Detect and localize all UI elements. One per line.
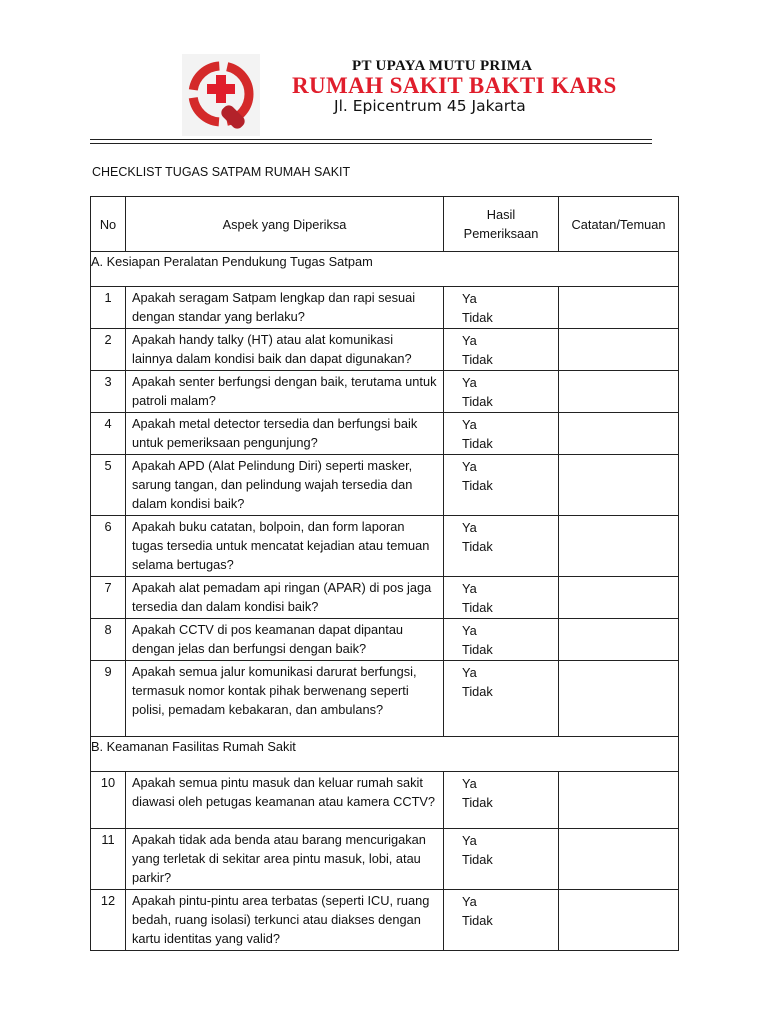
result-no-option[interactable]: Tidak xyxy=(462,352,493,367)
row-question: Apakah alat pemadam api ringan (APAR) di pos jaga tersedia dan dalam kondisi baik? xyxy=(126,577,444,619)
result-options xyxy=(444,577,559,619)
table-row xyxy=(91,371,679,413)
row-number: 12 xyxy=(91,890,126,951)
row-number: 4 xyxy=(91,413,126,455)
red-cross-magnifier-logo-icon xyxy=(182,54,260,136)
row-number: 3 xyxy=(91,371,126,413)
result-no-option[interactable]: Tidak xyxy=(462,795,493,810)
header-result: Hasil Pemeriksaan xyxy=(444,197,559,252)
row-number: 10 xyxy=(91,772,126,829)
row-number: 7 xyxy=(91,577,126,619)
row-question: Apakah tidak ada benda atau barang mencurigakan yang terletak di sekitar area pintu masuk, lobi, atau parkir? xyxy=(126,829,444,890)
row-question: Apakah CCTV di pos keamanan dapat dipantau dengan jelas dan berfungsi dengan baik? xyxy=(126,619,444,661)
result-options xyxy=(444,772,559,829)
notes-cell[interactable] xyxy=(559,455,679,516)
result-yes-option[interactable]: Ya xyxy=(462,375,477,390)
table-row xyxy=(91,413,679,455)
result-no-option[interactable]: Tidak xyxy=(462,539,493,554)
result-options xyxy=(444,890,559,951)
result-yes-option[interactable]: Ya xyxy=(462,291,477,306)
result-options xyxy=(444,516,559,577)
result-yes-option[interactable]: Ya xyxy=(462,894,477,909)
table-row xyxy=(91,329,679,371)
hospital-address: Jl. Epicentrum 45 Jakarta xyxy=(334,97,526,115)
table-row xyxy=(91,829,679,890)
section-row xyxy=(91,252,679,287)
table-row xyxy=(91,287,679,329)
notes-cell[interactable] xyxy=(559,890,679,951)
row-question: Apakah seragam Satpam lengkap dan rapi sesuai dengan standar yang berlaku? xyxy=(126,287,444,329)
table-row xyxy=(91,772,679,829)
header-divider-bottom xyxy=(90,143,652,144)
notes-cell[interactable] xyxy=(559,661,679,737)
table-row xyxy=(91,516,679,577)
row-number: 5 xyxy=(91,455,126,516)
result-no-option[interactable]: Tidak xyxy=(462,852,493,867)
result-no-option[interactable]: Tidak xyxy=(462,394,493,409)
notes-cell[interactable] xyxy=(559,829,679,890)
section-title: A. Kesiapan Peralatan Pendukung Tugas Satpam xyxy=(91,252,679,287)
notes-cell[interactable] xyxy=(559,371,679,413)
table-row xyxy=(91,619,679,661)
table-row xyxy=(91,455,679,516)
notes-cell[interactable] xyxy=(559,619,679,661)
header-divider-top xyxy=(90,139,652,140)
row-number: 11 xyxy=(91,829,126,890)
result-no-option[interactable]: Tidak xyxy=(462,600,493,615)
section-row xyxy=(91,737,679,772)
row-number: 9 xyxy=(91,661,126,737)
notes-cell[interactable] xyxy=(559,413,679,455)
company-name: PT UPAYA MUTU PRIMA xyxy=(352,58,533,74)
document-title: CHECKLIST TUGAS SATPAM RUMAH SAKIT xyxy=(92,165,351,179)
row-number: 2 xyxy=(91,329,126,371)
notes-cell[interactable] xyxy=(559,329,679,371)
notes-cell[interactable] xyxy=(559,287,679,329)
result-no-option[interactable]: Tidak xyxy=(462,642,493,657)
result-yes-option[interactable]: Ya xyxy=(462,665,477,680)
result-options xyxy=(444,287,559,329)
row-number: 6 xyxy=(91,516,126,577)
section-title: B. Keamanan Fasilitas Rumah Sakit xyxy=(91,737,679,772)
table-row xyxy=(91,890,679,951)
result-options xyxy=(444,455,559,516)
row-question: Apakah semua jalur komunikasi darurat berfungsi, termasuk nomor kontak pihak berwenang seperti polisi, pemadam kebakaran, dan ambulans? xyxy=(126,661,444,737)
result-options xyxy=(444,619,559,661)
row-question: Apakah pintu-pintu area terbatas (seperti ICU, ruang bedah, ruang isolasi) terkunci atau diakses dengan kartu identitas yang valid? xyxy=(126,890,444,951)
result-yes-option[interactable]: Ya xyxy=(462,623,477,638)
result-yes-option[interactable]: Ya xyxy=(462,581,477,596)
notes-cell[interactable] xyxy=(559,516,679,577)
hospital-name: RUMAH SAKIT BAKTI KARS xyxy=(292,73,617,98)
table-row xyxy=(91,577,679,619)
result-no-option[interactable]: Tidak xyxy=(462,478,493,493)
row-question: Apakah metal detector tersedia dan berfungsi baik untuk pemeriksaan pengunjung? xyxy=(126,413,444,455)
result-no-option[interactable]: Tidak xyxy=(462,913,493,928)
row-question: Apakah buku catatan, bolpoin, dan form laporan tugas tersedia untuk mencatat kejadian atau temuan selama bertugas? xyxy=(126,516,444,577)
result-yes-option[interactable]: Ya xyxy=(462,459,477,474)
header-aspect: Aspek yang Diperiksa xyxy=(126,197,444,252)
result-no-option[interactable]: Tidak xyxy=(462,310,493,325)
row-question: Apakah semua pintu masuk dan keluar rumah sakit diawasi oleh petugas keamanan atau kamera CCTV? xyxy=(126,772,444,829)
result-yes-option[interactable]: Ya xyxy=(462,833,477,848)
result-options xyxy=(444,371,559,413)
result-options xyxy=(444,661,559,737)
hospital-logo xyxy=(182,54,260,136)
result-no-option[interactable]: Tidak xyxy=(462,436,493,451)
result-yes-option[interactable]: Ya xyxy=(462,417,477,432)
row-question: Apakah handy talky (HT) atau alat komunikasi lainnya dalam kondisi baik dan dapat digunakan? xyxy=(126,329,444,371)
table-row xyxy=(91,661,679,737)
result-options xyxy=(444,329,559,371)
header-no: No xyxy=(91,197,126,252)
notes-cell[interactable] xyxy=(559,772,679,829)
row-question: Apakah senter berfungsi dengan baik, terutama untuk patroli malam? xyxy=(126,371,444,413)
row-question: Apakah APD (Alat Pelindung Diri) seperti masker, sarung tangan, dan pelindung wajah tersedia dan dalam kondisi baik? xyxy=(126,455,444,516)
result-yes-option[interactable]: Ya xyxy=(462,520,477,535)
result-yes-option[interactable]: Ya xyxy=(462,333,477,348)
row-number: 8 xyxy=(91,619,126,661)
result-no-option[interactable]: Tidak xyxy=(462,684,493,699)
checklist-body xyxy=(91,252,679,951)
row-number: 1 xyxy=(91,287,126,329)
result-options xyxy=(444,829,559,890)
checklist-table xyxy=(90,196,679,951)
notes-cell[interactable] xyxy=(559,577,679,619)
result-yes-option[interactable]: Ya xyxy=(462,776,477,791)
table-header-row xyxy=(91,197,679,252)
header-notes: Catatan/Temuan xyxy=(559,197,679,252)
result-options xyxy=(444,413,559,455)
